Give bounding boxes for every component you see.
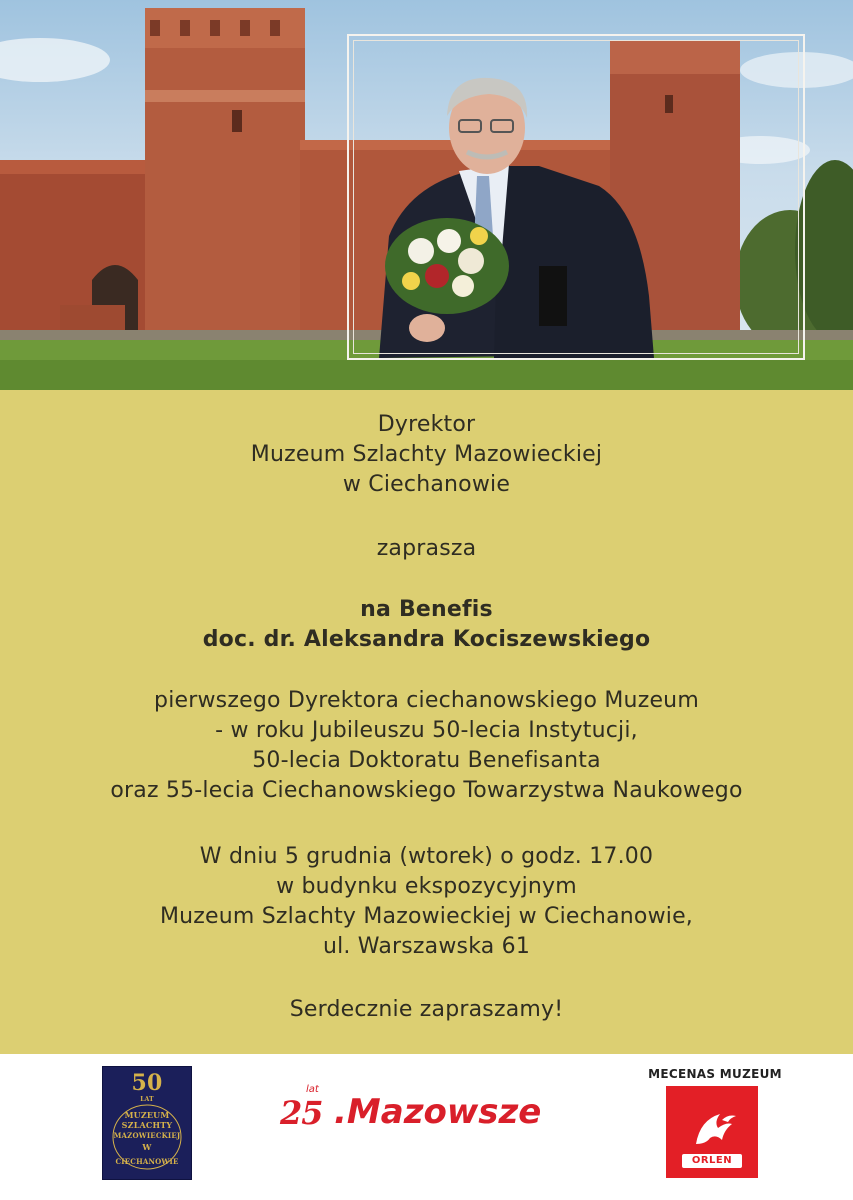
details-line: W dniu 5 grudnia (wtorek) o godz. 17.00 [199,844,654,869]
sponsor-heading: MECENAS MUZEUM [648,1067,782,1081]
portrait-frame [347,34,805,360]
invites-line: zaprasza [376,536,477,561]
event-details [0,842,853,962]
museum-logo-line: CIECHANOWIE [115,1157,179,1166]
castle-photo [0,0,853,390]
description-line: 50-lecia Doktoratu Benefisanta [252,748,601,773]
museum-jubilee-suffix: LAT [140,1096,154,1103]
museum-jubilee-number: 50 [131,1070,163,1096]
details-line: Muzeum Szlachty Mazowieckiej w Ciechanowie, [159,904,693,929]
orlen-label: ORLEN [682,1154,742,1168]
mazowsze-logo [280,1086,570,1146]
description-line: oraz 55-lecia Ciechanowskiego Towarzystwa Naukowego [110,778,743,803]
invitation-panel [0,390,853,1054]
invites-text [0,534,853,564]
closing-line: Serdecznie zapraszamy! [289,997,564,1022]
event-line: doc. dr. Aleksandra Kociszewskiego [202,627,651,652]
heading-line: Dyrektor [377,412,476,437]
event-line: na Benefis [360,597,493,622]
museum-logo-line: SZLACHTY [121,1120,173,1130]
mazowsze-number: 25 [280,1094,323,1132]
orlen-logo [666,1086,758,1178]
heading-line: Muzeum Szlachty Mazowieckiej [250,442,603,467]
museum-logo-line: MUZEUM [124,1110,170,1120]
mazowsze-word: .Mazowsze [334,1092,542,1132]
footer-logos [0,1054,853,1200]
closing-text [0,995,853,1025]
invitation-heading [0,410,853,500]
details-line: ul. Warszawska 61 [322,934,531,959]
heading-line: w Ciechanowie [342,472,511,497]
event-title [0,595,853,655]
mazowsze-lat: lat [306,1084,319,1095]
event-description [0,686,853,806]
museum-logo [102,1066,192,1180]
portrait-photo [349,36,803,358]
museum-logo-line: W [142,1142,152,1152]
details-line: w budynku ekspozycyjnym [276,874,577,899]
description-line: pierwszego Dyrektora ciechanowskiego Muzeum [154,688,699,713]
museum-logo-line: MAZOWIECKIEJ [113,1131,181,1140]
description-line: - w roku Jubileuszu 50-lecia Instytucji, [215,718,638,743]
